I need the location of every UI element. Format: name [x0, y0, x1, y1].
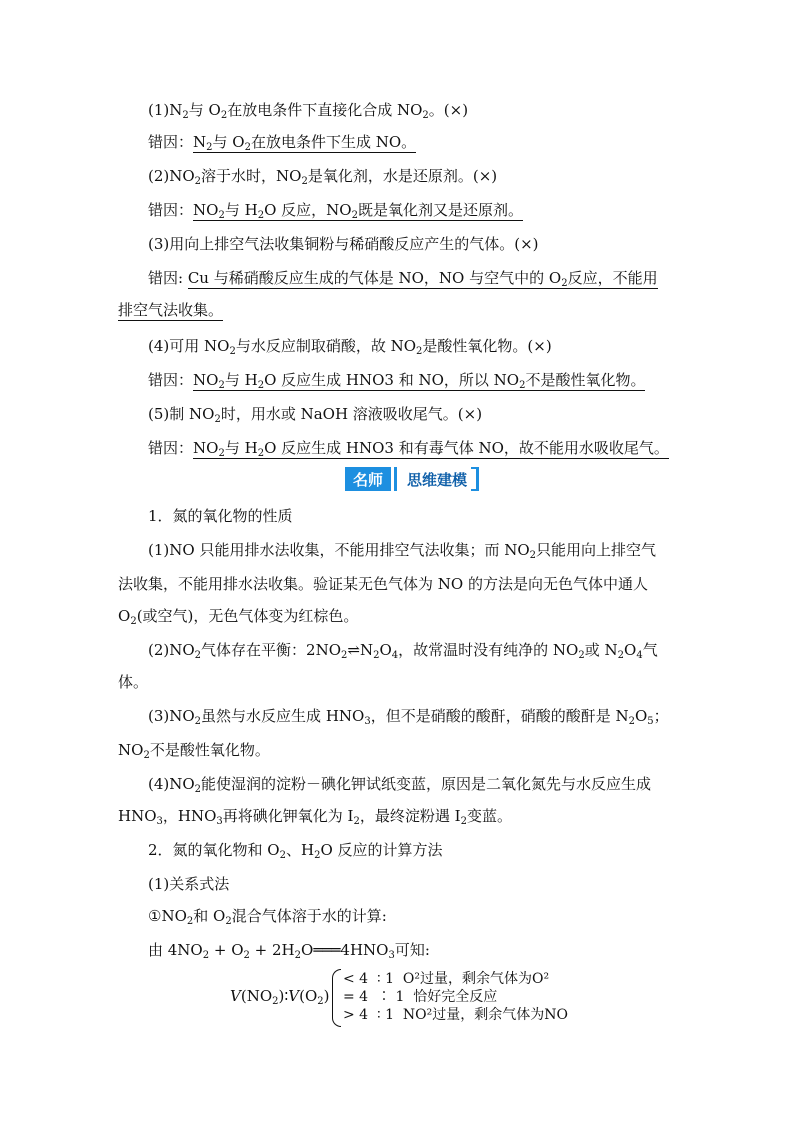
- ratio-row-3: > 4 ∶ 1 NO²过量，剩余气体为NO: [343, 1007, 568, 1023]
- s1-p1-line3: $O_2$(或空气)，无色气体变为红棕色。: [118, 607, 359, 627]
- reason-3-cont: 排空气法收集。: [118, 301, 224, 319]
- statement-3: (3)用向上排空气法收集铜粉与稀硝酸反应产生的气体。(×): [148, 235, 539, 253]
- reason-5: 错因：$NO_2$与 $H_2O$ 反应生成 HNO3 和有毒气体 NO，故不能用水吸收尾气。: [148, 439, 669, 459]
- s1-p4-line2: $HNO_3$，$HNO_3$再将碘化钾氧化为 $I_2$，最终淀粉遇 $I_2$变蓝。: [118, 807, 512, 827]
- left-brace-icon: [332, 969, 341, 1027]
- reason-3: 错因: Cu 与稀硝酸反应生成的气体是 NO，NO 与空气中的 $O_2$反应，不能用: [148, 269, 658, 289]
- section-1-title: 1．氮的氧化物的性质: [148, 507, 293, 525]
- s1-p2-line2: 体。: [118, 673, 149, 691]
- reason-1: 错因：$N_2$与 $O_2$在放电条件下生成 NO。: [148, 133, 417, 153]
- section-banner: [345, 467, 477, 491]
- statement-1: $(1)N_2$与 $O_2$在放电条件下直接化合成 $NO_2$。(×): [148, 101, 469, 121]
- statement-2: $(2)NO_2$溶于水时，$NO_2$是氧化剂，水是还原剂。(×): [148, 167, 498, 187]
- banner-right: 思维建模: [394, 467, 477, 491]
- statement-5: (5)制 $NO_2$时，用水或 NaOH 溶液吸收尾气。(×): [148, 405, 483, 425]
- ratio-row-2: = 4 ∶ 1 恰好完全反应: [343, 989, 498, 1005]
- s1-p3-line1: $(3)NO_2$虽然与水反应生成 $HNO_3$，但不是硝酸的酸酐，硝酸的酸酐是 $N_2O_5$；: [148, 707, 669, 727]
- s1-p3-line2: $NO_2$不是酸性氧化物。: [118, 741, 270, 761]
- ratio-lhs: $V(NO_2)∶V(O_2)$: [230, 987, 330, 1007]
- s1-p1-line2: 法收集，不能用排水法收集。验证某无色气体为 NO 的方法是向无色气体中通人: [118, 575, 648, 593]
- equilibrium-arrow-icon: ⇌: [347, 641, 360, 659]
- method-heading: (1)关系式法: [148, 875, 230, 893]
- reason-2: 错因：$NO_2$与 $H_2O$ 反应，$NO_2$既是氧化剂又是还原剂。: [148, 201, 523, 221]
- banner-left: 名师: [345, 467, 391, 491]
- s1-p1-line1: (1)NO 只能用排水法收集，不能用排空气法收集；而 $NO_2$只能用向上排空气: [148, 541, 657, 561]
- equation-line: 由 $4NO_2 + O_2$ + $2H_2O═══4HNO_3$可知:: [148, 941, 430, 961]
- s1-p4-line1: $(4)NO_2$能使湿润的淀粉－碘化钾试纸变蓝，原因是二氧化氮先与水反应生成: [148, 775, 652, 795]
- ratio-row-1: < 4 ∶ 1 O²过量，剩余气体为O²: [343, 971, 550, 987]
- section-2-title: 2．氮的氧化物和 $O_2$、$H_2O$ 反应的计算方法: [148, 841, 443, 861]
- reason-4: 错因：$NO_2$与 $H_2O$ 反应生成 HNO3 和 NO，所以 $NO_2$不是酸性氧化物。: [148, 371, 646, 391]
- statement-4: (4)可用 $NO_2$与水反应制取硝酸，故 $NO_2$是酸性氧化物。(×): [148, 337, 552, 357]
- sub-item-1: $①NO_2$和 $O_2$混合气体溶于水的计算:: [148, 907, 387, 927]
- s1-p2-line1: $(2)NO_2$气体存在平衡：$2NO_2\rightleftharpoons N_2O_4$，故常温时没有纯净的 $NO_2$或 $N_2O_4$气: [148, 641, 658, 661]
- equals-sign-icon: ═══: [313, 941, 341, 959]
